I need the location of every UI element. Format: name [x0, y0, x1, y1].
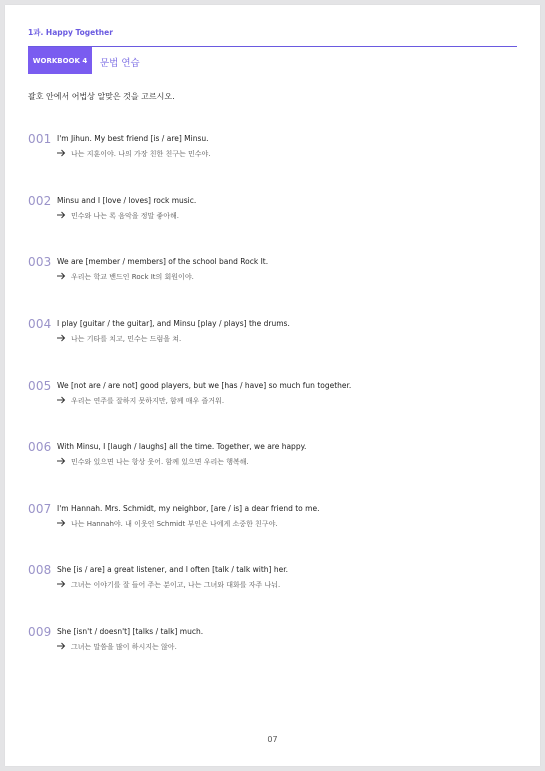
- question-text: I'm Hannah. Mrs. Schmidt, my neighbor, [are / is] a dear friend to me.: [57, 504, 320, 513]
- translation-text: 민수와 나는 록 음악을 정말 좋아해.: [71, 212, 180, 220]
- question-number: 002: [28, 194, 52, 208]
- right-arrow-icon: [57, 457, 66, 465]
- question-number: 009: [28, 625, 52, 639]
- question-text: I'm Jihun. My best friend [is / are] Minsu.: [57, 134, 209, 143]
- question-translation: [57, 457, 249, 467]
- question-text: She [is / are] a great listener, and I often [talk / talk with] her.: [57, 565, 288, 574]
- question-translation: [57, 519, 278, 529]
- question-number: 005: [28, 379, 52, 393]
- section-title: 문법 연습: [100, 58, 140, 69]
- page-number: 07: [267, 735, 278, 744]
- translation-text: 우리는 연주를 잘하지 못하지만, 함께 매우 즐거워.: [71, 397, 225, 405]
- question-translation: [57, 272, 194, 282]
- right-arrow-icon: [57, 272, 66, 280]
- chapter-label: 1과. Happy Together: [28, 28, 113, 37]
- right-arrow-icon: [57, 519, 66, 527]
- right-arrow-icon: [57, 149, 66, 157]
- question-text: We are [member / members] of the school band Rock It.: [57, 257, 269, 266]
- translation-text: 우리는 학교 밴드인 Rock It의 회원이야.: [71, 273, 194, 281]
- question-translation: [57, 642, 177, 652]
- question-text: Minsu and I [love / loves] rock music.: [57, 196, 197, 205]
- question-text: We [not are / are not] good players, but we [has / have] so much fun together.: [57, 381, 352, 390]
- question-translation: [57, 580, 280, 590]
- question-number: 008: [28, 563, 52, 577]
- translation-text: 나는 기타를 치고, 민수는 드럼을 쳐.: [71, 335, 182, 343]
- question-text: I play [guitar / the guitar], and Minsu [play / plays] the drums.: [57, 319, 290, 328]
- workbook-page: [5, 5, 540, 766]
- instruction-text: 괄호 안에서 어법상 알맞은 것을 고르시오.: [28, 92, 175, 101]
- question-number: 006: [28, 440, 52, 454]
- question-translation: [57, 334, 181, 344]
- question-text: She [isn't / doesn't] [talks / talk] much.: [57, 627, 204, 636]
- question-number: 007: [28, 502, 52, 516]
- workbook-badge: WORKBOOK 4: [28, 47, 92, 74]
- translation-text: 민수와 있으면 나는 항상 웃어. 함께 있으면 우리는 행복해.: [71, 458, 249, 466]
- translation-text: 그녀는 이야기를 잘 들어 주는 분이고, 나는 그녀와 대화를 자주 나눠.: [71, 581, 281, 589]
- question-translation: [57, 396, 224, 406]
- translation-text: 나는 Hannah야. 내 이웃인 Schmidt 부인은 나에게 소중한 친구야.: [71, 520, 278, 528]
- question-number: 004: [28, 317, 52, 331]
- header-divider: [28, 46, 517, 47]
- question-number: 003: [28, 255, 52, 269]
- question-number: 001: [28, 132, 52, 146]
- right-arrow-icon: [57, 580, 66, 588]
- right-arrow-icon: [57, 334, 66, 342]
- right-arrow-icon: [57, 396, 66, 404]
- translation-text: 나는 지훈이야. 나의 가장 친한 친구는 민수야.: [71, 150, 211, 158]
- question-text: With Minsu, I [laugh / laughs] all the time. Together, we are happy.: [57, 442, 307, 451]
- right-arrow-icon: [57, 211, 66, 219]
- right-arrow-icon: [57, 642, 66, 650]
- question-translation: [57, 149, 211, 159]
- translation-text: 그녀는 말씀을 많이 하시지는 않아.: [71, 643, 177, 651]
- question-translation: [57, 211, 179, 221]
